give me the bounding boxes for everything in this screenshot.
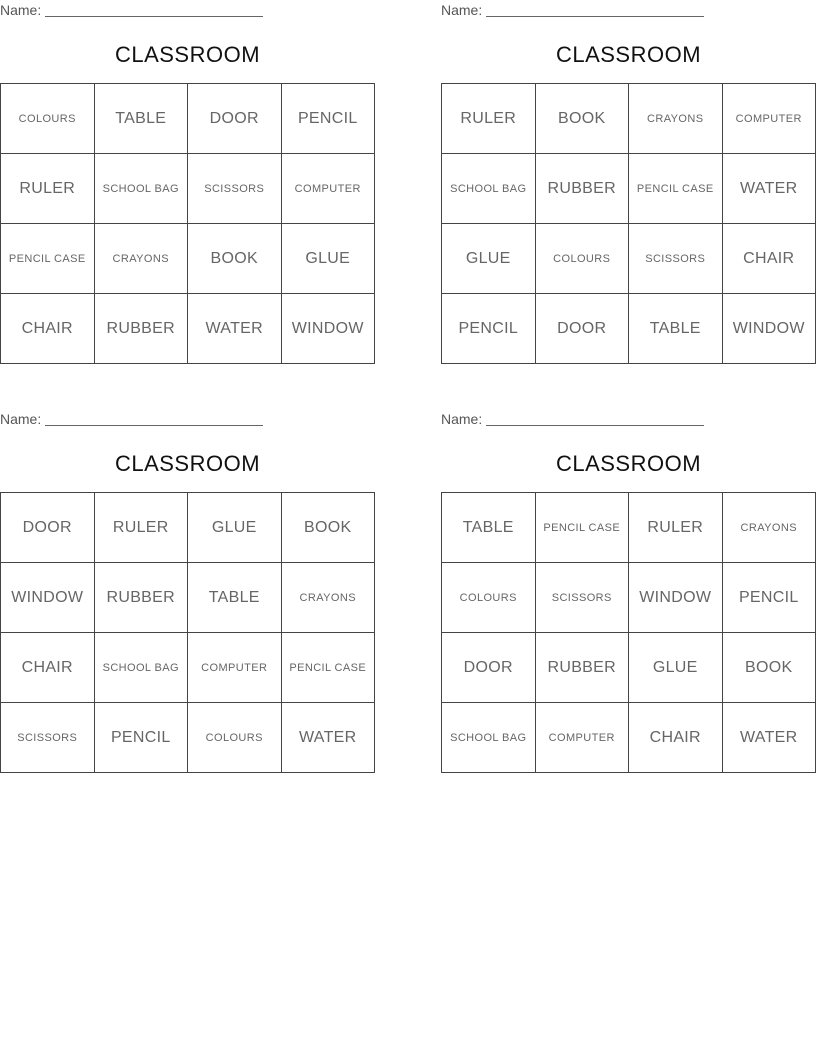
name-field bbox=[0, 0, 375, 20]
bingo-cell[interactable]: WATER bbox=[723, 154, 816, 224]
bingo-cell[interactable]: TABLE bbox=[188, 563, 282, 633]
name-blank-line[interactable] bbox=[486, 16, 704, 17]
bingo-cell[interactable]: WATER bbox=[723, 703, 816, 773]
bingo-cell[interactable]: COLOURS bbox=[536, 224, 630, 294]
bingo-cell[interactable]: DOOR bbox=[188, 84, 282, 154]
bingo-cell[interactable]: BOOK bbox=[188, 224, 282, 294]
name-label: Name: bbox=[0, 2, 42, 18]
bingo-cell[interactable]: RUBBER bbox=[536, 154, 630, 224]
bingo-cell[interactable]: TABLE bbox=[442, 493, 536, 563]
bingo-cell[interactable]: PENCIL bbox=[442, 294, 536, 364]
bingo-cell[interactable]: PENCIL bbox=[723, 563, 816, 633]
bingo-cell[interactable]: SCHOOL BAG bbox=[442, 154, 536, 224]
bingo-cell[interactable]: DOOR bbox=[442, 633, 536, 703]
bingo-grid bbox=[0, 83, 375, 364]
bingo-cell[interactable]: SCHOOL BAG bbox=[442, 703, 536, 773]
bingo-grid bbox=[441, 492, 816, 773]
bingo-cell[interactable]: CRAYONS bbox=[629, 84, 723, 154]
bingo-cell[interactable]: DOOR bbox=[536, 294, 630, 364]
bingo-card bbox=[0, 409, 375, 773]
name-blank-line[interactable] bbox=[45, 425, 263, 426]
bingo-cell[interactable]: COMPUTER bbox=[282, 154, 376, 224]
bingo-grid bbox=[0, 492, 375, 773]
bingo-cell[interactable]: GLUE bbox=[188, 493, 282, 563]
bingo-cell[interactable]: RULER bbox=[629, 493, 723, 563]
bingo-cell[interactable]: COMPUTER bbox=[723, 84, 816, 154]
name-blank-line[interactable] bbox=[45, 16, 263, 17]
bingo-cell[interactable]: RUBBER bbox=[95, 294, 189, 364]
bingo-cell[interactable]: GLUE bbox=[282, 224, 376, 294]
bingo-cell[interactable]: SCHOOL BAG bbox=[95, 633, 189, 703]
bingo-cell[interactable]: DOOR bbox=[1, 493, 95, 563]
bingo-cell[interactable]: SCISSORS bbox=[629, 224, 723, 294]
bingo-cell[interactable]: BOOK bbox=[282, 493, 376, 563]
bingo-cell[interactable]: COMPUTER bbox=[536, 703, 630, 773]
bingo-card bbox=[441, 409, 816, 773]
bingo-cell[interactable]: PENCIL CASE bbox=[282, 633, 376, 703]
bingo-cell[interactable]: RULER bbox=[95, 493, 189, 563]
bingo-cell[interactable]: CHAIR bbox=[1, 633, 95, 703]
bingo-cell[interactable]: WINDOW bbox=[282, 294, 376, 364]
bingo-cell[interactable]: COMPUTER bbox=[188, 633, 282, 703]
bingo-cell[interactable]: PENCIL CASE bbox=[1, 224, 95, 294]
bingo-cell[interactable]: SCISSORS bbox=[188, 154, 282, 224]
card-title: CLASSROOM bbox=[555, 451, 702, 476]
name-label: Name: bbox=[441, 411, 483, 427]
bingo-cell[interactable]: BOOK bbox=[536, 84, 630, 154]
bingo-cell[interactable]: CHAIR bbox=[1, 294, 95, 364]
bingo-cell[interactable]: RUBBER bbox=[536, 633, 630, 703]
bingo-cell[interactable]: CHAIR bbox=[723, 224, 816, 294]
bingo-cell[interactable]: WATER bbox=[188, 294, 282, 364]
bingo-cell[interactable]: SCISSORS bbox=[536, 563, 630, 633]
bingo-cell[interactable]: WATER bbox=[282, 703, 376, 773]
bingo-cell[interactable]: TABLE bbox=[629, 294, 723, 364]
card-title: CLASSROOM bbox=[114, 42, 261, 67]
bingo-card bbox=[0, 0, 375, 364]
bingo-cell[interactable]: COLOURS bbox=[188, 703, 282, 773]
card-title: CLASSROOM bbox=[114, 451, 261, 476]
bingo-cell[interactable]: RUBBER bbox=[95, 563, 189, 633]
bingo-cell[interactable]: GLUE bbox=[629, 633, 723, 703]
bingo-card bbox=[441, 0, 816, 364]
bingo-cell[interactable]: WINDOW bbox=[723, 294, 816, 364]
bingo-cell[interactable]: COLOURS bbox=[442, 563, 536, 633]
bingo-grid bbox=[441, 83, 816, 364]
bingo-cell[interactable]: TABLE bbox=[95, 84, 189, 154]
bingo-cell[interactable]: PENCIL bbox=[95, 703, 189, 773]
bingo-cell[interactable]: CRAYONS bbox=[95, 224, 189, 294]
bingo-cell[interactable]: CRAYONS bbox=[282, 563, 376, 633]
name-field bbox=[441, 409, 816, 429]
bingo-cell[interactable]: WINDOW bbox=[629, 563, 723, 633]
bingo-cell[interactable]: PENCIL CASE bbox=[536, 493, 630, 563]
bingo-cell[interactable]: WINDOW bbox=[1, 563, 95, 633]
bingo-cell[interactable]: GLUE bbox=[442, 224, 536, 294]
bingo-cell[interactable]: PENCIL CASE bbox=[629, 154, 723, 224]
name-label: Name: bbox=[441, 2, 483, 18]
name-field bbox=[441, 0, 816, 20]
name-label: Name: bbox=[0, 411, 42, 427]
name-blank-line[interactable] bbox=[486, 425, 704, 426]
bingo-cell[interactable]: BOOK bbox=[723, 633, 816, 703]
bingo-cell[interactable]: CRAYONS bbox=[723, 493, 816, 563]
bingo-cell[interactable]: SCISSORS bbox=[1, 703, 95, 773]
bingo-cell[interactable]: CHAIR bbox=[629, 703, 723, 773]
name-field bbox=[0, 409, 375, 429]
bingo-cell[interactable]: COLOURS bbox=[1, 84, 95, 154]
bingo-cell[interactable]: RULER bbox=[442, 84, 536, 154]
bingo-cell[interactable]: SCHOOL BAG bbox=[95, 154, 189, 224]
bingo-cell[interactable]: PENCIL bbox=[282, 84, 376, 154]
card-title: CLASSROOM bbox=[555, 42, 702, 67]
bingo-cell[interactable]: RULER bbox=[1, 154, 95, 224]
